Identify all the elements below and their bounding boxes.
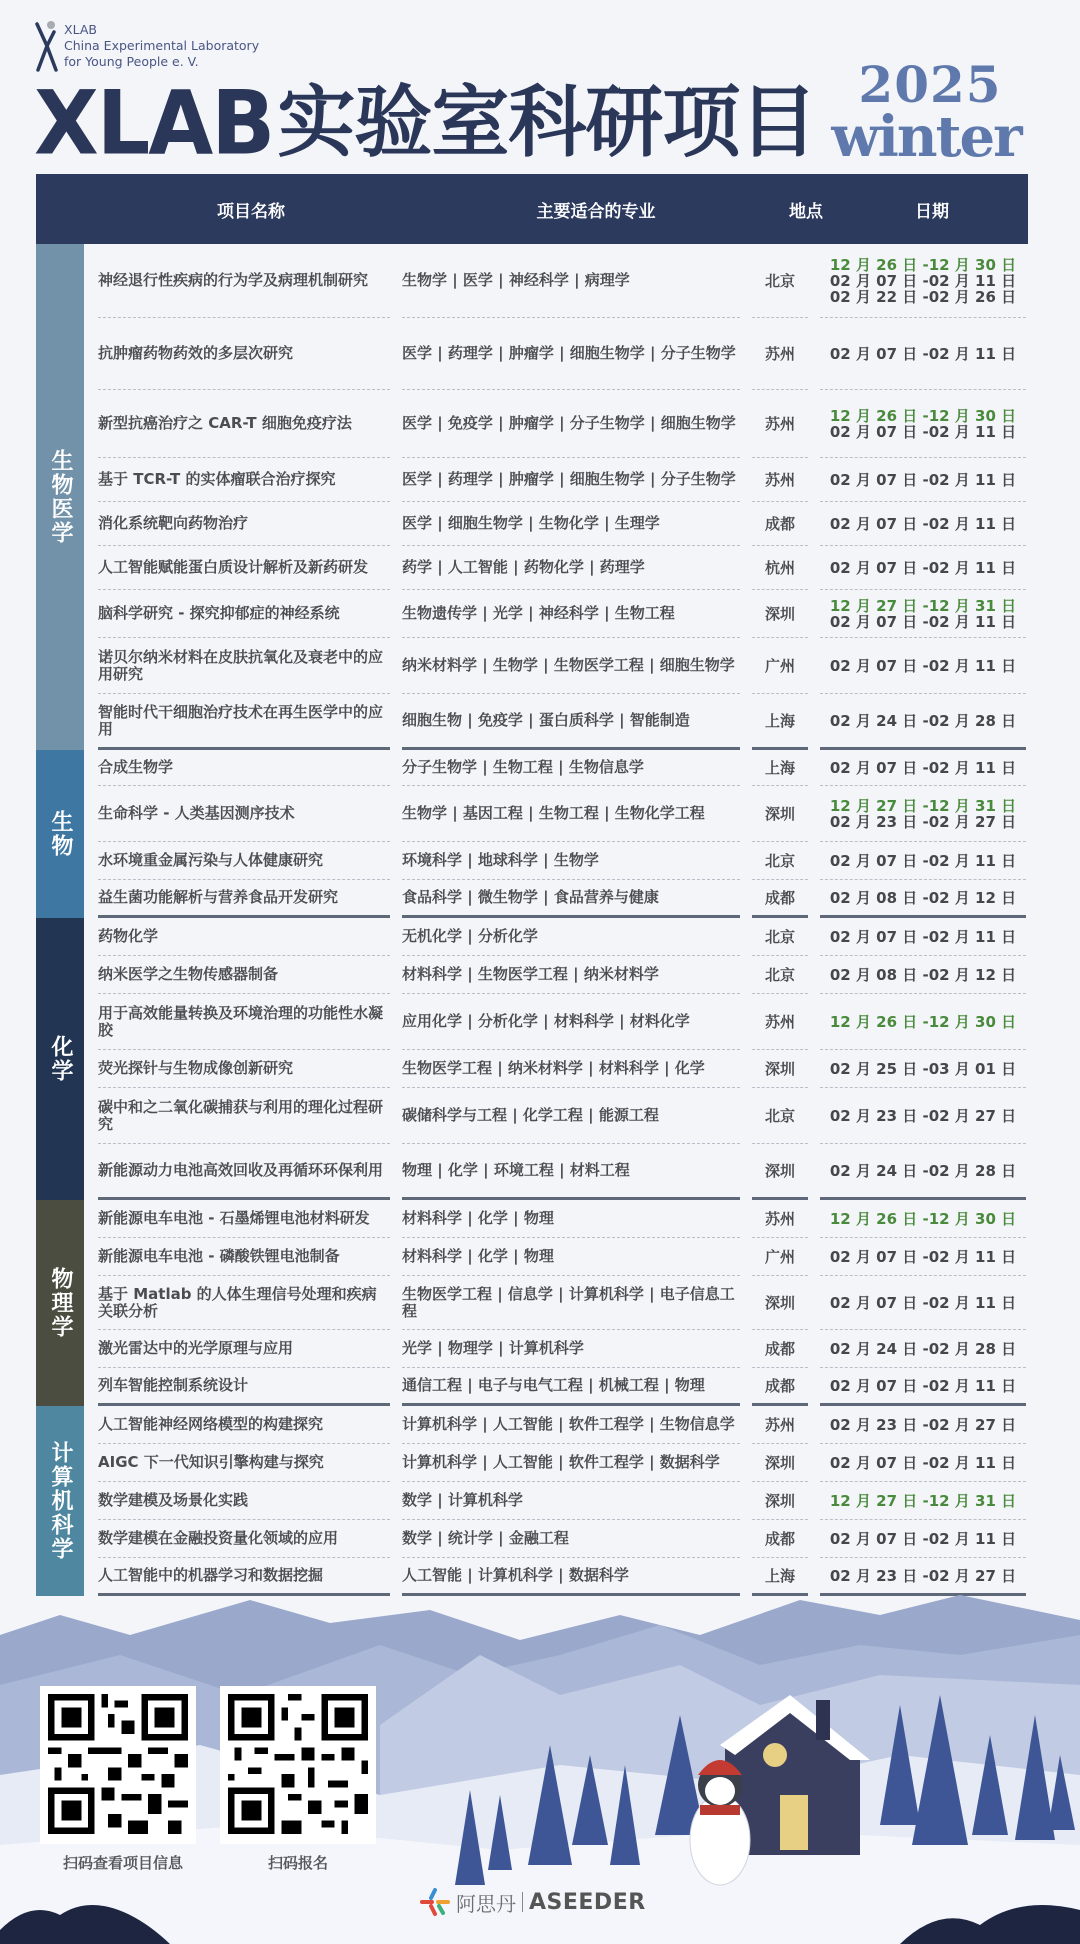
project-dates [820, 1368, 1026, 1406]
project-name: 智能时代干细胞治疗技术在再生医学中的应用 [98, 694, 390, 750]
project-location: 成都 [752, 1520, 808, 1558]
project-dates [820, 1330, 1026, 1368]
xlab-logo [34, 20, 259, 72]
project-dates [820, 1406, 1026, 1444]
date-range: 02 月 08 日 -02 月 12 日 [829, 965, 1017, 984]
project-dates [820, 1558, 1026, 1596]
project-majors: 医学 | 免疫学 | 肿瘤学 | 分子生物学 | 细胞生物学 [402, 390, 740, 458]
project-dates [820, 994, 1026, 1050]
project-dates [820, 750, 1026, 786]
table-row [98, 956, 1028, 994]
project-location: 深圳 [752, 786, 808, 842]
table-row [98, 880, 1028, 918]
date-range: 02 月 07 日 -02 月 11 日 [829, 656, 1017, 675]
project-location: 深圳 [752, 1482, 808, 1520]
project-location: 成都 [752, 1368, 808, 1406]
aseeder-logo-icon [420, 1887, 450, 1917]
table-row [98, 590, 1028, 638]
project-dates [820, 318, 1026, 390]
project-dates [820, 638, 1026, 694]
project-name: 人工智能神经网络模型的构建探究 [98, 1406, 390, 1444]
project-dates [820, 590, 1026, 638]
date-range: 02 月 25 日 -03 月 01 日 [829, 1059, 1017, 1078]
header-project-name: 项目名称 [217, 201, 285, 222]
project-name: 人工智能中的机器学习和数据挖掘 [98, 1558, 390, 1596]
brand-name-en: ASEEDER [529, 1889, 646, 1915]
table-row [98, 786, 1028, 842]
project-name: 新能源电车电池 - 磷酸铁锂电池制备 [98, 1238, 390, 1276]
table-row [98, 1050, 1028, 1088]
date-range: 12 月 26 日 -12 月 30 日 [829, 1012, 1017, 1031]
table-row [98, 842, 1028, 880]
table-row [98, 1088, 1028, 1144]
project-majors: 细胞生物 | 免疫学 | 蛋白质科学 | 智能制造 [402, 694, 740, 750]
date-range: 02 月 23 日 -02 月 27 日 [829, 1415, 1017, 1434]
project-name: AIGC 下一代知识引擎构建与探究 [98, 1444, 390, 1482]
table-body [36, 244, 1028, 1596]
date-range: 02 月 24 日 -02 月 28 日 [829, 1339, 1017, 1358]
project-location: 北京 [752, 842, 808, 880]
table-row [98, 750, 1028, 786]
xlab-figure-icon [34, 20, 60, 72]
project-dates [820, 842, 1026, 880]
project-location: 北京 [752, 956, 808, 994]
date-range: 02 月 22 日 -02 月 26 日 [829, 287, 1017, 306]
table-row [98, 502, 1028, 546]
date-range: 02 月 24 日 -02 月 28 日 [829, 1161, 1017, 1180]
project-dates [820, 1520, 1026, 1558]
date-range: 02 月 07 日 -02 月 11 日 [829, 271, 1017, 290]
table-row [98, 390, 1028, 458]
project-location: 深圳 [752, 590, 808, 638]
date-range: 02 月 07 日 -02 月 11 日 [829, 558, 1017, 577]
date-range: 02 月 07 日 -02 月 11 日 [829, 1293, 1017, 1312]
table-row [98, 1330, 1028, 1368]
category-label: 计算机科学 [36, 1406, 84, 1596]
project-name: 抗肿瘤药物药效的多层次研究 [98, 318, 390, 390]
project-majors: 食品科学 | 微生物学 | 食品营养与健康 [402, 880, 740, 918]
table-row [98, 244, 1028, 318]
project-name: 合成生物学 [98, 750, 390, 786]
project-location: 广州 [752, 1238, 808, 1276]
category-group [36, 750, 1028, 918]
table-row [98, 318, 1028, 390]
project-location: 深圳 [752, 1050, 808, 1088]
project-majors: 生物医学工程 | 信息学 | 计算机科学 | 电子信息工程 [402, 1276, 740, 1330]
season-year: 2025 [858, 55, 1002, 114]
project-location: 深圳 [752, 1276, 808, 1330]
date-range: 02 月 23 日 -02 月 27 日 [829, 1566, 1017, 1585]
project-majors: 医学 | 细胞生物学 | 生物化学 | 生理学 [402, 502, 740, 546]
project-name: 消化系统靶向药物治疗 [98, 502, 390, 546]
header-date: 日期 [915, 201, 949, 222]
title-brand: XLAB [34, 71, 274, 175]
date-range: 12 月 26 日 -12 月 30 日 [829, 1209, 1017, 1228]
qr-caption-project-info: 扫码查看项目信息 [62, 1854, 183, 1872]
date-range: 02 月 07 日 -02 月 11 日 [829, 1376, 1017, 1395]
project-location: 杭州 [752, 546, 808, 590]
project-location: 广州 [752, 638, 808, 694]
brand-name-cn: 阿思丹 [456, 1891, 516, 1916]
project-name: 列车智能控制系统设计 [98, 1368, 390, 1406]
date-range: 02 月 07 日 -02 月 11 日 [829, 514, 1017, 533]
project-name: 碳中和之二氧化碳捕获与利用的理化过程研究 [98, 1088, 390, 1144]
date-range: 02 月 07 日 -02 月 11 日 [829, 344, 1017, 363]
project-majors: 纳米材料学 | 生物学 | 生物医学工程 | 细胞生物学 [402, 638, 740, 694]
project-dates [820, 918, 1026, 956]
date-range: 02 月 07 日 -02 月 11 日 [829, 612, 1017, 631]
qr-code-registration[interactable] [220, 1686, 376, 1844]
project-location: 深圳 [752, 1144, 808, 1200]
project-location: 成都 [752, 880, 808, 918]
project-location: 成都 [752, 1330, 808, 1368]
project-name: 荧光探针与生物成像创新研究 [98, 1050, 390, 1088]
project-location: 上海 [752, 750, 808, 786]
date-range: 02 月 08 日 -02 月 12 日 [829, 888, 1017, 907]
table-row [98, 694, 1028, 750]
table-row [98, 1276, 1028, 1330]
title-main: 实验室科研项目 [277, 78, 817, 168]
project-majors: 人工智能 | 计算机科学 | 数据科学 [402, 1558, 740, 1596]
project-location: 苏州 [752, 1200, 808, 1238]
project-majors: 计算机科学 | 人工智能 | 软件工程学 | 生物信息学 [402, 1406, 740, 1444]
table-row [98, 546, 1028, 590]
date-range: 12 月 27 日 -12 月 31 日 [829, 796, 1017, 815]
project-dates [820, 880, 1026, 918]
project-majors: 材料科学 | 化学 | 物理 [402, 1200, 740, 1238]
project-majors: 医学 | 药理学 | 肿瘤学 | 细胞生物学 | 分子生物学 [402, 318, 740, 390]
project-majors: 药学 | 人工智能 | 药物化学 | 药理学 [402, 546, 740, 590]
project-location: 北京 [752, 918, 808, 956]
project-majors: 计算机科学 | 人工智能 | 软件工程学 | 数据科学 [402, 1444, 740, 1482]
category-label: 物理学 [36, 1200, 84, 1406]
category-group [36, 918, 1028, 1200]
date-range: 02 月 23 日 -02 月 27 日 [829, 812, 1017, 831]
project-name: 脑科学研究 - 探究抑郁症的神经系统 [98, 590, 390, 638]
project-majors: 生物遗传学 | 光学 | 神经科学 | 生物工程 [402, 590, 740, 638]
project-name: 诺贝尔纳米材料在皮肤抗氧化及衰老中的应用研究 [98, 638, 390, 694]
project-name: 数学建模及场景化实践 [98, 1482, 390, 1520]
project-name: 新能源电车电池 - 石墨烯锂电池材料研发 [98, 1200, 390, 1238]
project-location: 苏州 [752, 318, 808, 390]
project-dates [820, 786, 1026, 842]
project-majors: 通信工程 | 电子与电气工程 | 机械工程 | 物理 [402, 1368, 740, 1406]
date-range: 02 月 07 日 -02 月 11 日 [829, 470, 1017, 489]
project-table [36, 174, 1028, 1596]
project-majors: 生物学 | 医学 | 神经科学 | 病理学 [402, 244, 740, 318]
qr-code-icon [48, 1694, 188, 1834]
date-range: 02 月 07 日 -02 月 11 日 [829, 1247, 1017, 1266]
project-dates [820, 956, 1026, 994]
project-majors: 物理 | 化学 | 环境工程 | 材料工程 [402, 1144, 740, 1200]
logo-line-3: for Young People e. V. [64, 54, 199, 69]
logo-line-2: China Experimental Laboratory [64, 38, 260, 53]
project-dates [820, 1200, 1026, 1238]
category-group [36, 244, 1028, 750]
project-location: 上海 [752, 1558, 808, 1596]
project-majors: 环境科学 | 地球科学 | 生物学 [402, 842, 740, 880]
table-row [98, 1406, 1028, 1444]
project-location: 苏州 [752, 458, 808, 502]
project-location: 深圳 [752, 1444, 808, 1482]
project-dates [820, 1444, 1026, 1482]
category-label: 化学 [36, 918, 84, 1200]
project-majors: 分子生物学 | 生物工程 | 生物信息学 [402, 750, 740, 786]
project-name: 激光雷达中的光学原理与应用 [98, 1330, 390, 1368]
project-name: 人工智能赋能蛋白质设计解析及新药研发 [98, 546, 390, 590]
category-group [36, 1200, 1028, 1406]
table-row [98, 1558, 1028, 1596]
page-title [34, 71, 817, 175]
project-majors: 碳储科学与工程 | 化学工程 | 能源工程 [402, 1088, 740, 1144]
project-location: 苏州 [752, 390, 808, 458]
season-badge [830, 55, 1030, 170]
project-majors: 应用化学 | 分析化学 | 材料科学 | 材料化学 [402, 994, 740, 1050]
header-major: 主要适合的专业 [536, 201, 656, 222]
date-range: 02 月 07 日 -02 月 11 日 [829, 1529, 1017, 1548]
project-dates [820, 390, 1026, 458]
project-name: 药物化学 [98, 918, 390, 956]
project-majors: 数学 | 计算机科学 [402, 1482, 740, 1520]
date-range: 12 月 27 日 -12 月 31 日 [829, 1491, 1017, 1510]
table-row [98, 1368, 1028, 1406]
qr-caption-registration: 扫码报名 [267, 1854, 328, 1872]
project-dates [820, 546, 1026, 590]
project-location: 成都 [752, 502, 808, 546]
date-range: 12 月 26 日 -12 月 30 日 [829, 255, 1017, 274]
project-location: 苏州 [752, 994, 808, 1050]
header-location: 地点 [789, 201, 823, 222]
table-row [98, 1200, 1028, 1238]
project-location: 上海 [752, 694, 808, 750]
date-range: 02 月 07 日 -02 月 11 日 [829, 851, 1017, 870]
project-name: 基于 TCR-T 的实体瘤联合治疗探究 [98, 458, 390, 502]
table-row [98, 1238, 1028, 1276]
table-row [98, 1482, 1028, 1520]
project-majors: 材料科学 | 生物医学工程 | 纳米材料学 [402, 956, 740, 994]
date-range: 02 月 07 日 -02 月 11 日 [829, 422, 1017, 441]
project-dates [820, 1238, 1026, 1276]
project-name: 新型抗癌治疗之 CAR-T 细胞免疫疗法 [98, 390, 390, 458]
brand-separator [522, 1892, 523, 1912]
table-row [98, 1444, 1028, 1482]
category-label: 生物医学 [36, 244, 84, 750]
project-location: 苏州 [752, 1406, 808, 1444]
project-name: 神经退行性疾病的行为学及病理机制研究 [98, 244, 390, 318]
date-range: 02 月 23 日 -02 月 27 日 [829, 1106, 1017, 1125]
project-name: 纳米医学之生物传感器制备 [98, 956, 390, 994]
project-location: 北京 [752, 244, 808, 318]
project-dates [820, 1482, 1026, 1520]
aseeder-brand [420, 1887, 646, 1917]
date-range: 02 月 24 日 -02 月 28 日 [829, 711, 1017, 730]
qr-code-icon [228, 1694, 368, 1834]
date-range: 02 月 07 日 -02 月 11 日 [829, 758, 1017, 777]
date-range: 12 月 27 日 -12 月 31 日 [829, 596, 1017, 615]
project-dates [820, 502, 1026, 546]
date-range: 12 月 26 日 -12 月 30 日 [829, 406, 1017, 425]
project-majors: 光学 | 物理学 | 计算机科学 [402, 1330, 740, 1368]
project-name: 益生菌功能解析与营养食品开发研究 [98, 880, 390, 918]
table-header [36, 174, 1028, 244]
project-majors: 无机化学 | 分析化学 [402, 918, 740, 956]
logo-line-1: XLAB [64, 22, 97, 37]
project-name: 新能源动力电池高效回收及再循环环保利用 [98, 1144, 390, 1200]
table-row [98, 638, 1028, 694]
project-majors: 生物学 | 基因工程 | 生物工程 | 生物化学工程 [402, 786, 740, 842]
project-dates [820, 694, 1026, 750]
project-dates [820, 1144, 1026, 1200]
project-name: 基于 Matlab 的人体生理信号处理和疾病关联分析 [98, 1276, 390, 1330]
project-majors: 生物医学工程 | 纳米材料学 | 材料科学 | 化学 [402, 1050, 740, 1088]
table-row [98, 994, 1028, 1050]
date-range: 02 月 07 日 -02 月 11 日 [829, 927, 1017, 946]
project-dates [820, 1050, 1026, 1088]
project-majors: 医学 | 药理学 | 肿瘤学 | 细胞生物学 | 分子生物学 [402, 458, 740, 502]
category-group [36, 1406, 1028, 1596]
table-row [98, 918, 1028, 956]
project-name: 生命科学 - 人类基因测序技术 [98, 786, 390, 842]
table-row [98, 1144, 1028, 1200]
project-dates [820, 1088, 1026, 1144]
project-name: 数学建模在金融投资量化领域的应用 [98, 1520, 390, 1558]
project-dates [820, 458, 1026, 502]
project-location: 北京 [752, 1088, 808, 1144]
project-name: 用于高效能量转换及环境治理的功能性水凝胶 [98, 994, 390, 1050]
season-word: winter [831, 104, 1021, 170]
table-row [98, 458, 1028, 502]
project-dates [820, 244, 1026, 318]
project-dates [820, 1276, 1026, 1330]
project-name: 水环境重金属污染与人体健康研究 [98, 842, 390, 880]
project-majors: 材料科学 | 化学 | 物理 [402, 1238, 740, 1276]
category-label: 生物 [36, 750, 84, 918]
qr-code-project-info[interactable] [40, 1686, 196, 1844]
table-row [98, 1520, 1028, 1558]
project-majors: 数学 | 统计学 | 金融工程 [402, 1520, 740, 1558]
date-range: 02 月 07 日 -02 月 11 日 [829, 1453, 1017, 1472]
